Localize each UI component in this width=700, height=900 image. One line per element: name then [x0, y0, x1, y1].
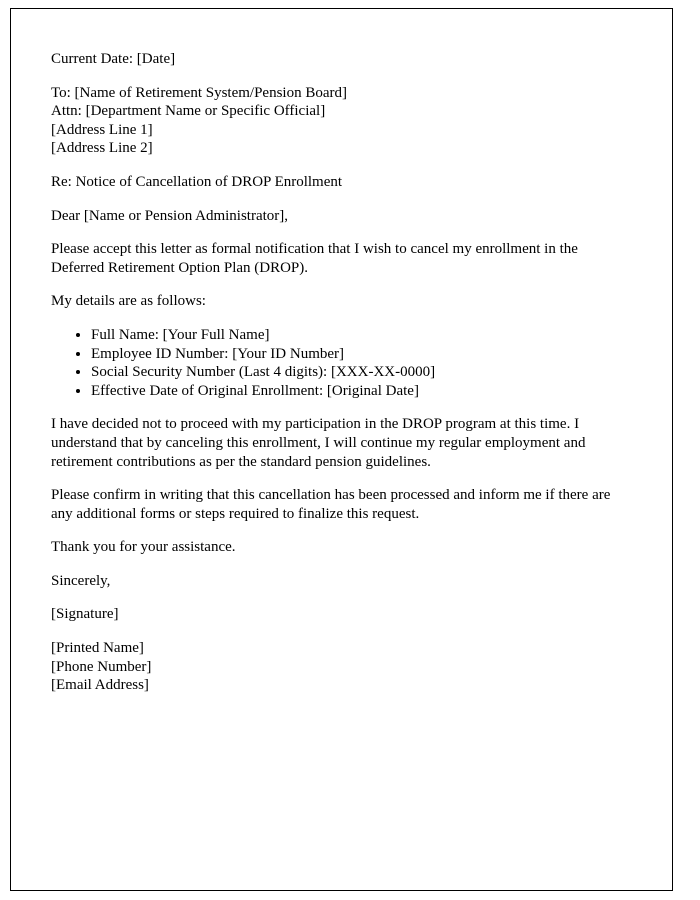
decision-paragraph: I have decided not to proceed with my participation in the DROP program at this time. I understand that by canceling this enrollment, I will continue my regular employment and retirement contributions as per the standard pension guidelines.	[51, 416, 586, 470]
signature-placeholder: [Signature]	[51, 606, 119, 623]
letter-body	[10, 8, 673, 891]
recipient-to-line: To: [Name of Retirement System/Pension Board]	[51, 84, 347, 101]
current-date-line: Current Date: [Date]	[51, 51, 176, 67]
detail-item-enrollment-date: • Effective Date of Original Enrollment: [Original Date]	[91, 382, 622, 401]
email-line: [Email Address]	[51, 677, 149, 694]
phone-line: [Phone Number]	[51, 658, 152, 675]
intro-paragraph: Please accept this letter as formal notification that I wish to cancel my enrollment in the Deferred Retirement Option Plan (DROP).	[51, 241, 578, 276]
recipient-address-line-2: [Address Line 2]	[51, 140, 153, 157]
printed-name-line: [Printed Name]	[51, 640, 144, 657]
salutation: Dear [Name or Pension Administrator],	[51, 207, 289, 224]
recipient-attn-line: Attn: [Department Name or Specific Official]	[51, 103, 326, 120]
recipient-block	[51, 84, 622, 158]
detail-item-full-name: • Full Name: [Your Full Name]	[91, 326, 622, 345]
recipient-address-line-1: [Address Line 1]	[51, 121, 153, 138]
details-intro: My details are as follows:	[51, 293, 206, 310]
detail-item-employee-id: • Employee ID Number: [Your ID Number]	[91, 345, 622, 364]
detail-item-ssn: • Social Security Number (Last 4 digits): [XXX-XX-0000]	[91, 363, 622, 382]
confirmation-paragraph: Please confirm in writing that this cancellation has been processed and inform me if there are any additional forms or steps required to finalize this request.	[51, 487, 611, 522]
details-list	[51, 326, 622, 400]
closing-line: Sincerely,	[51, 572, 111, 589]
thanks-line: Thank you for your assistance.	[51, 539, 236, 556]
subject-line: Re: Notice of Cancellation of DROP Enrollment	[51, 173, 343, 190]
sender-contact-block	[51, 639, 622, 695]
